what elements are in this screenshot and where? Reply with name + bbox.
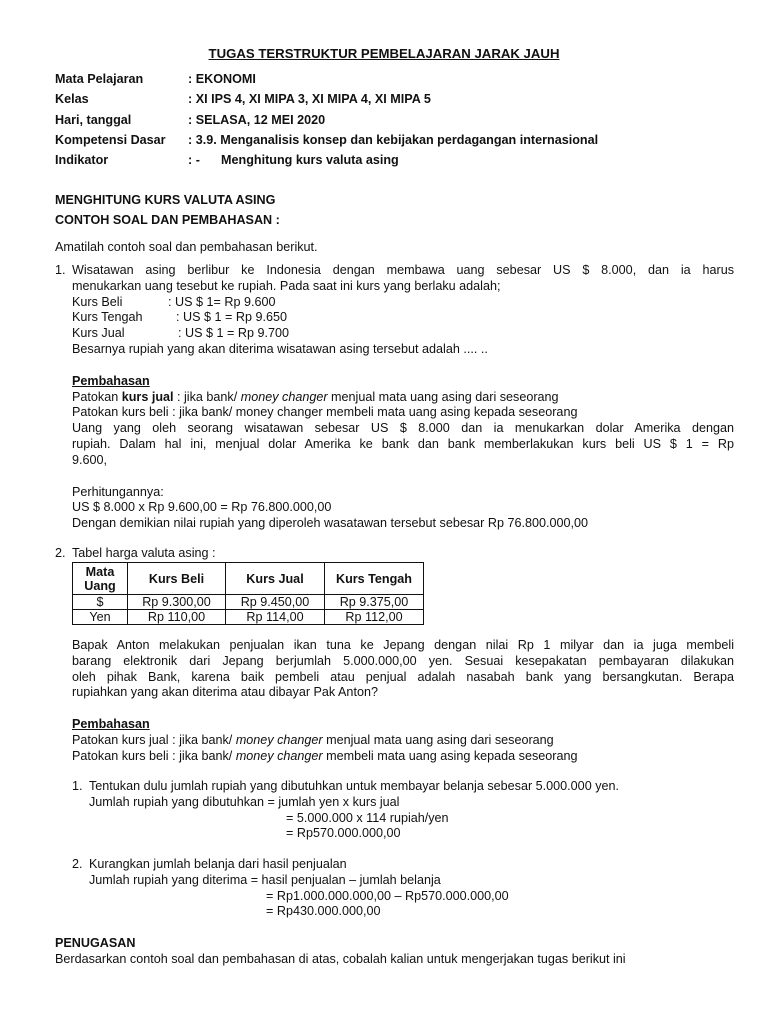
conclusion-line: Dengan demikian nilai rupiah yang diperoleh wasatawan tersebut sebesar Rp 76.800.000,00 bbox=[72, 516, 588, 531]
step-line: = 5.000.000 x 114 rupiah/yen bbox=[286, 810, 449, 825]
patokan-kurs-jual bbox=[72, 390, 734, 406]
step-2 bbox=[72, 857, 729, 920]
text-span-italic: money changer bbox=[240, 389, 328, 404]
kurs-label: Kurs Beli bbox=[72, 294, 123, 309]
question-text: Besarnya rupiah yang akan diterima wisatawan asing tersebut adalah .... .. bbox=[72, 341, 488, 356]
step-title: Tentukan dulu jumlah rupiah yang dibutuhkan untuk membayar belanja sebesar 5.000.000 yen. bbox=[89, 779, 619, 793]
pembahasan-heading: Pembahasan bbox=[72, 717, 150, 732]
table-cell: Rp 9.450,00 bbox=[226, 595, 325, 610]
step-line: = Rp430.000.000,00 bbox=[266, 904, 381, 919]
table-header: Kurs Beli bbox=[128, 563, 226, 595]
table-header: Kurs Tengah bbox=[325, 563, 424, 595]
question-number: 1. bbox=[55, 263, 66, 277]
paragraph-line: barang elektronik dari Jepang berjumlah 5.000.000,00 yen. Sesuai kesepakatan pembayaran dilakukan bbox=[72, 653, 734, 668]
table-cell: Rp 112,00 bbox=[325, 610, 424, 625]
heading-kurs-valuta: MENGHITUNG KURS VALUTA ASING bbox=[55, 193, 276, 207]
heading-contoh-soal: CONTOH SOAL DAN PEMBAHASAN : bbox=[55, 213, 280, 227]
explanation-line: Uang yang oleh seorang wisatawan sebesar US $ 8.000 dan ia menukarkan dolar Amerika dengan bbox=[72, 421, 734, 436]
info-row-mapel bbox=[55, 72, 598, 92]
step-number: 2. bbox=[72, 857, 83, 871]
patokan-kurs-beli bbox=[72, 749, 734, 765]
text-span: Patokan kurs jual : jika bank/ bbox=[72, 732, 236, 747]
step-line: Jumlah rupiah yang dibutuhkan = jumlah yen x kurs jual bbox=[89, 794, 400, 809]
question-intro: Tabel harga valuta asing : bbox=[72, 546, 216, 560]
question-2-body bbox=[72, 638, 734, 765]
text-span-bold: kurs jual bbox=[121, 389, 174, 404]
intro-text: Amatilah contoh soal dan pembahasan berikut. bbox=[55, 240, 318, 254]
penugasan-heading: PENUGASAN bbox=[55, 936, 136, 950]
table-cell: Rp 9.375,00 bbox=[325, 595, 424, 610]
step-line: = Rp570.000.000,00 bbox=[286, 826, 401, 841]
pembahasan-heading: Pembahasan bbox=[72, 373, 150, 388]
step-line: Jumlah rupiah yang diterima = hasil penjualan – jumlah belanja bbox=[89, 872, 441, 887]
table-header: Kurs Jual bbox=[226, 563, 325, 595]
info-value: : 3.9. Menganalisis konsep dan kebijakan perdagangan internasional bbox=[188, 132, 599, 147]
info-value: : XI IPS 4, XI MIPA 3, XI MIPA 4, XI MIPA 5 bbox=[188, 92, 431, 107]
text-span: : jika bank/ bbox=[173, 389, 241, 404]
penugasan-text: Berdasarkan contoh soal dan pembahasan di atas, cobalah kalian untuk mengerjakan tugas berikut ini bbox=[55, 952, 626, 966]
info-label: Indikator bbox=[55, 153, 109, 168]
info-label: Kelas bbox=[55, 92, 89, 107]
info-label: Kompetensi Dasar bbox=[55, 132, 166, 147]
kurs-tengah-row bbox=[72, 310, 734, 326]
kurs-value: : US $ 1 = Rp 9.650 bbox=[176, 310, 287, 325]
info-row-kd bbox=[55, 133, 598, 153]
kurs-label: Kurs Jual bbox=[72, 326, 125, 341]
info-label: Mata Pelajaran bbox=[55, 72, 144, 86]
paragraph-line: rupiahkan yang akan diterima atau dibayar Pak Anton? bbox=[72, 685, 378, 700]
table-row bbox=[73, 595, 424, 610]
text-span: menjual mata uang asing dari seseorang bbox=[327, 389, 559, 404]
patokan-kurs-beli: Patokan kurs beli : jika bank/ money changer membeli mata uang asing kepada seseorang bbox=[72, 405, 578, 420]
info-row-indikator bbox=[55, 153, 598, 173]
kurs-jual-row bbox=[72, 326, 734, 342]
info-value: : SELASA, 12 MEI 2020 bbox=[188, 112, 326, 127]
info-value: : EKONOMI bbox=[188, 72, 256, 86]
question-line: Wisatawan asing berlibur ke Indonesia dengan membawa uang sebesar US $ 8.000, dan ia harus bbox=[72, 263, 734, 277]
kurs-beli-row bbox=[72, 295, 734, 311]
info-row-kelas bbox=[55, 92, 598, 112]
table-cell: $ bbox=[73, 595, 128, 610]
table-cell: Rp 114,00 bbox=[226, 610, 325, 625]
question-1 bbox=[55, 263, 734, 532]
info-block bbox=[55, 72, 598, 173]
kurs-value: : US $ 1= Rp 9.600 bbox=[168, 294, 276, 309]
table-cell: Rp 110,00 bbox=[128, 610, 226, 625]
kurs-table bbox=[72, 562, 424, 625]
kurs-value: : US $ 1 = Rp 9.700 bbox=[178, 326, 289, 341]
question-line: menukarkan uang tesebut ke rupiah. Pada saat ini kurs yang berlaku adalah; bbox=[72, 278, 501, 293]
table-header: Mata Uang bbox=[73, 563, 128, 595]
table-cell: Yen bbox=[73, 610, 128, 625]
info-label: Hari, tanggal bbox=[55, 112, 132, 127]
info-row-hari bbox=[55, 113, 598, 133]
step-number: 1. bbox=[72, 779, 83, 793]
document-title: TUGAS TERSTRUKTUR PEMBELAJARAN JARAK JAUH bbox=[208, 46, 560, 61]
calc-label: Perhitungannya: bbox=[72, 484, 164, 499]
text-span-italic: money changer bbox=[235, 732, 323, 747]
paragraph-line: oleh pihak Bank, karena baik pembeli atau penjual adalah nasabah bank yang bersangkutan. Berapa bbox=[72, 669, 734, 684]
explanation-line: rupiah. Dalam hal ini, menjual dolar Amerika ke bank dan bank memberlakukan kurs beli US $ 1 = Rp bbox=[72, 436, 734, 451]
step-1 bbox=[72, 779, 729, 842]
kurs-label: Kurs Tengah bbox=[72, 310, 143, 325]
table-header-row bbox=[73, 563, 424, 595]
patokan-kurs-jual bbox=[72, 733, 734, 749]
table-cell: Rp 9.300,00 bbox=[128, 595, 226, 610]
step-title: Kurangkan jumlah belanja dari hasil penjualan bbox=[89, 857, 347, 871]
step-line: = Rp1.000.000.000,00 – Rp570.000.000,00 bbox=[266, 888, 509, 903]
text-span-italic: money changer bbox=[235, 748, 323, 763]
calc-line: US $ 8.000 x Rp 9.600,00 = Rp 76.800.000,00 bbox=[72, 500, 332, 515]
text-span: Patokan kurs beli : jika bank/ bbox=[72, 748, 236, 763]
table-row bbox=[73, 610, 424, 625]
info-prefix: : - bbox=[188, 153, 200, 168]
info-value: Menghitung kurs valuta asing bbox=[221, 153, 399, 168]
text-span: menjual mata uang asing dari seseorang bbox=[322, 732, 554, 747]
question-number: 2. bbox=[55, 546, 66, 560]
text-span: Patokan bbox=[72, 389, 122, 404]
text-span: membeli mata uang asing kepada seseorang bbox=[322, 748, 578, 763]
explanation-line: 9.600, bbox=[72, 452, 108, 467]
paragraph-line: Bapak Anton melakukan penjualan ikan tuna ke Jepang dengan nilai Rp 1 milyar dan ia juga membeli bbox=[72, 638, 734, 652]
question-2 bbox=[55, 546, 734, 562]
